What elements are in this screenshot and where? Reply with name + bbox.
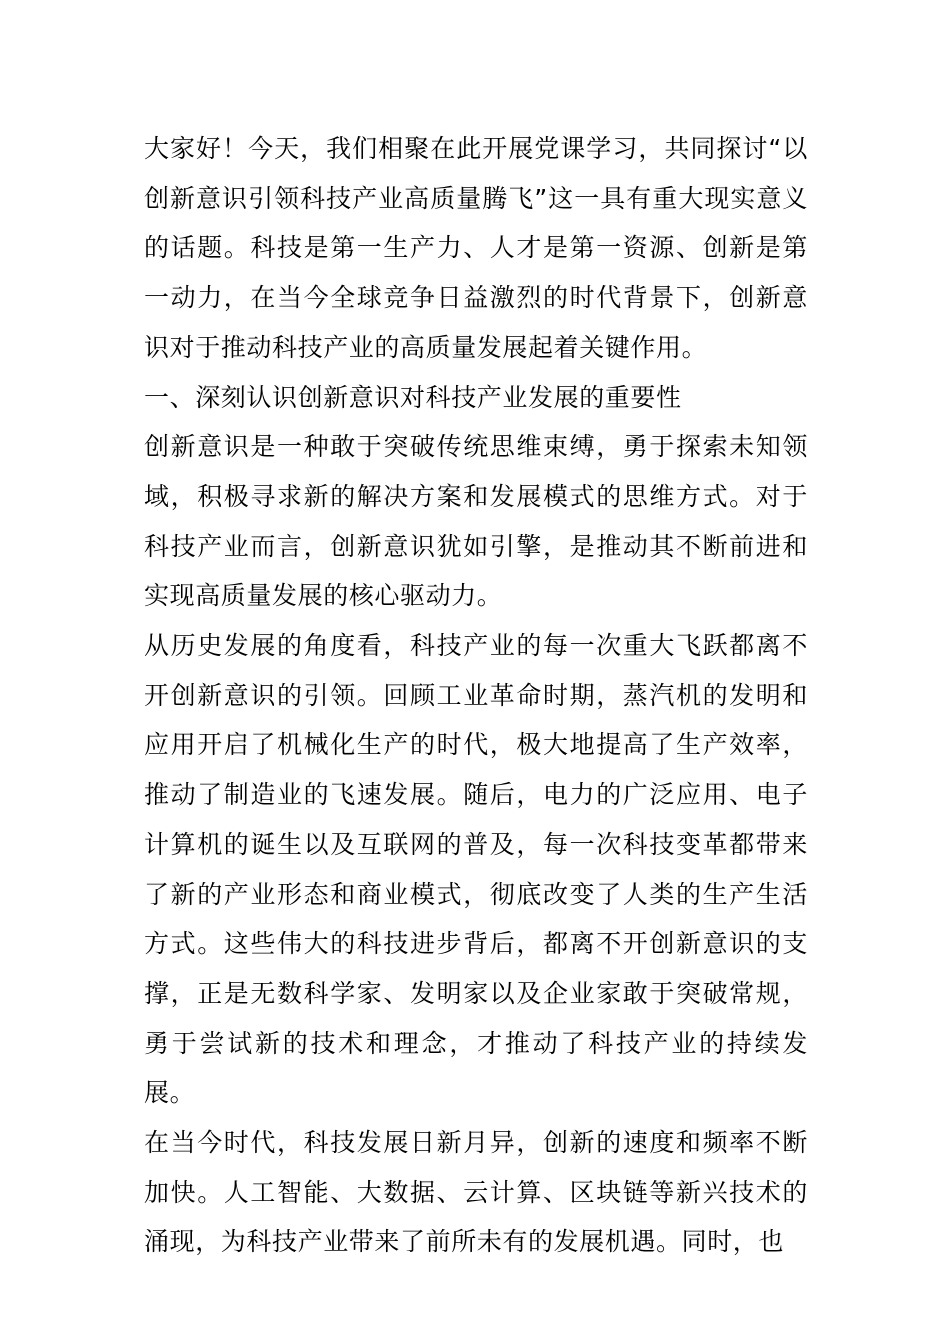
body-paragraph: 在当今时代，科技发展日新月异，创新的速度和频率不断加快。人工智能、大数据、云计算、区块链等新兴技术的涌现，为科技产业带来了前所未有的发展机遇。同时，也: [144, 1128, 808, 1257]
document-body: [144, 124, 808, 1267]
body-paragraph: 创新意识是一种敢于突破传统思维束缚，勇于探索未知领域，积极寻求新的解决方案和发展模式的思维方式。对于科技产业而言，创新意识犹如引擎，是推动其不断前进和实现高质量发展的核心驱动力。: [144, 432, 808, 611]
body-paragraph: 从历史发展的角度看，科技产业的每一次重大飞跃都离不开创新意识的引领。回顾工业革命时期，蒸汽机的发明和应用开启了机械化生产的时代，极大地提高了生产效率，推动了制造业的飞速发展。随后，电力的广泛应用、电子计算机的诞生以及互联网的普及，每一次科技变革都带来了新的产业形态和商业模式，彻底改变了人类的生产生活方式。这些伟大的科技进步背后，都离不开创新意识的支撑，正是无数科学家、发明家以及企业家敢于突破常规，勇于尝试新的技术和理念，才推动了科技产业的持续发展。: [144, 631, 808, 1108]
section-heading: 一、深刻认识创新意识对科技产业发展的重要性: [144, 382, 682, 412]
intro-paragraph: 大家好！今天，我们相聚在此开展党课学习，共同探讨“以创新意识引领科技产业高质量腾飞”这一具有重大现实意义的话题。科技是第一生产力、人才是第一资源、创新是第一动力，在当今全球竞争日益激烈的时代背景下，创新意识对于推动科技产业的高质量发展起着关键作用。: [144, 134, 808, 362]
